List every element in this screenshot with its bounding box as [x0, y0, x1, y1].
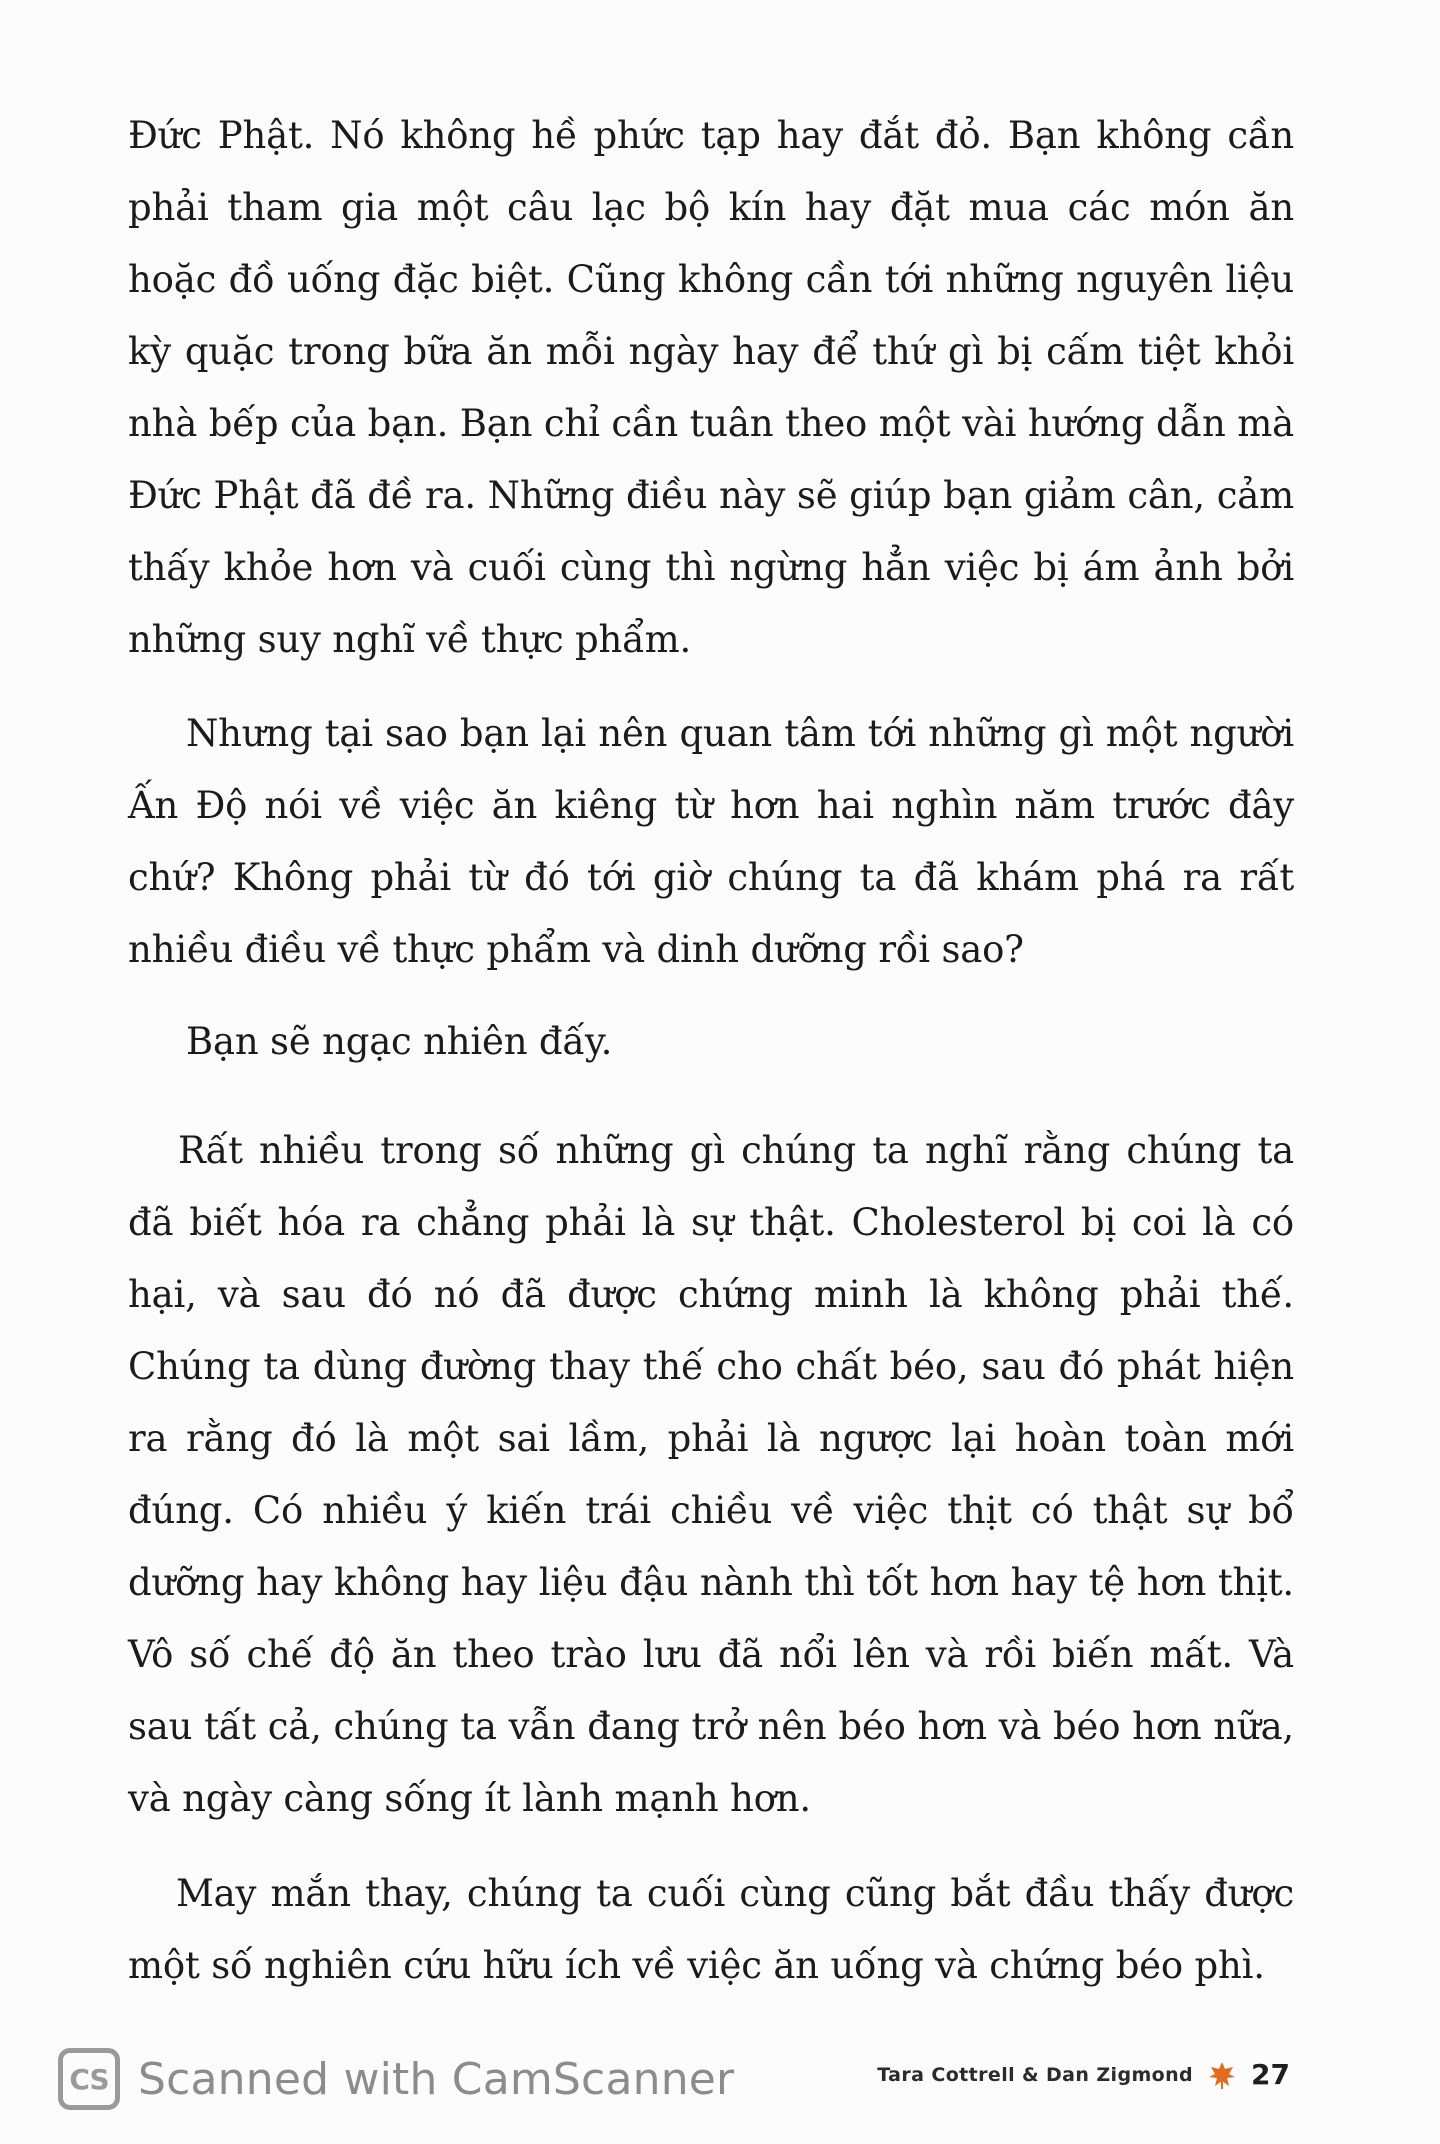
paragraph-2: Nhưng tại sao bạn lại nên quan tâm tới những gì một người Ấn Độ nói về việc ăn kiêng từ hơn hai nghìn năm trước đây chứ? Không phải từ đó tới giờ chúng ta đã khám phá ra rất nhiều điều về thực phẩm và dinh dưỡng rồi sao? [128, 712, 1294, 971]
page-footer [877, 2058, 1290, 2091]
paragraph-5: May mắn thay, chúng ta cuối cùng cũng bắt đầu thấy được một số nghiên cứu hữu ích về việc ăn uống và chứng béo phì. [128, 1872, 1294, 1987]
leaf-icon [1207, 2060, 1237, 2090]
paragraph-3: Bạn sẽ ngạc nhiên đấy. [186, 1020, 613, 1063]
page-number: 27 [1251, 2058, 1290, 2091]
paragraph-4: Rất nhiều trong số những gì chúng ta nghĩ rằng chúng ta đã biết hóa ra chẳng phải là sự thật. Cholesterol bị coi là có hại, và sau đó nó đã được chứng minh là không phải thế. Chúng ta dùng đường thay thế cho chất béo, sau đó phát hiện ra rằng đó là một sai lầm, phải là ngược lại hoàn toàn mới đúng. Có nhiều ý kiến trái chiều về việc thịt có thật sự bổ dưỡng hay không hay liệu đậu nành thì tốt hơn hay tệ hơn thịt. Vô số chế độ ăn theo trào lưu đã nổi lên và rồi biến mất. Và sau tất cả, chúng ta vẫn đang trở nên béo hơn và béo hơn nữa, và ngày càng sống ít lành mạnh hơn. [128, 1129, 1294, 1820]
camscanner-logo: CS [58, 2048, 120, 2110]
author-name: Tara Cottrell & Dan Zigmond [877, 2063, 1194, 2086]
paragraph-1: Đức Phật. Nó không hề phức tạp hay đắt đỏ. Bạn không cần phải tham gia một câu lạc bộ kín hay đặt mua các món ăn hoặc đồ uống đặc biệt. Cũng không cần tới những nguyên liệu kỳ quặc trong bữa ăn mỗi ngày hay để thứ gì bị cấm tiệt khỏi nhà bếp của bạn. Bạn chỉ cần tuân theo một vài hướng dẫn mà Đức Phật đã đề ra. Những điều này sẽ giúp bạn giảm cân, cảm thấy khỏe hơn và cuối cùng thì ngừng hẳn việc bị ám ảnh bởi những suy nghĩ về thực phẩm. [128, 114, 1294, 661]
scanner-watermark [58, 2045, 734, 2113]
scanner-text: Scanned with CamScanner [138, 2053, 735, 2105]
